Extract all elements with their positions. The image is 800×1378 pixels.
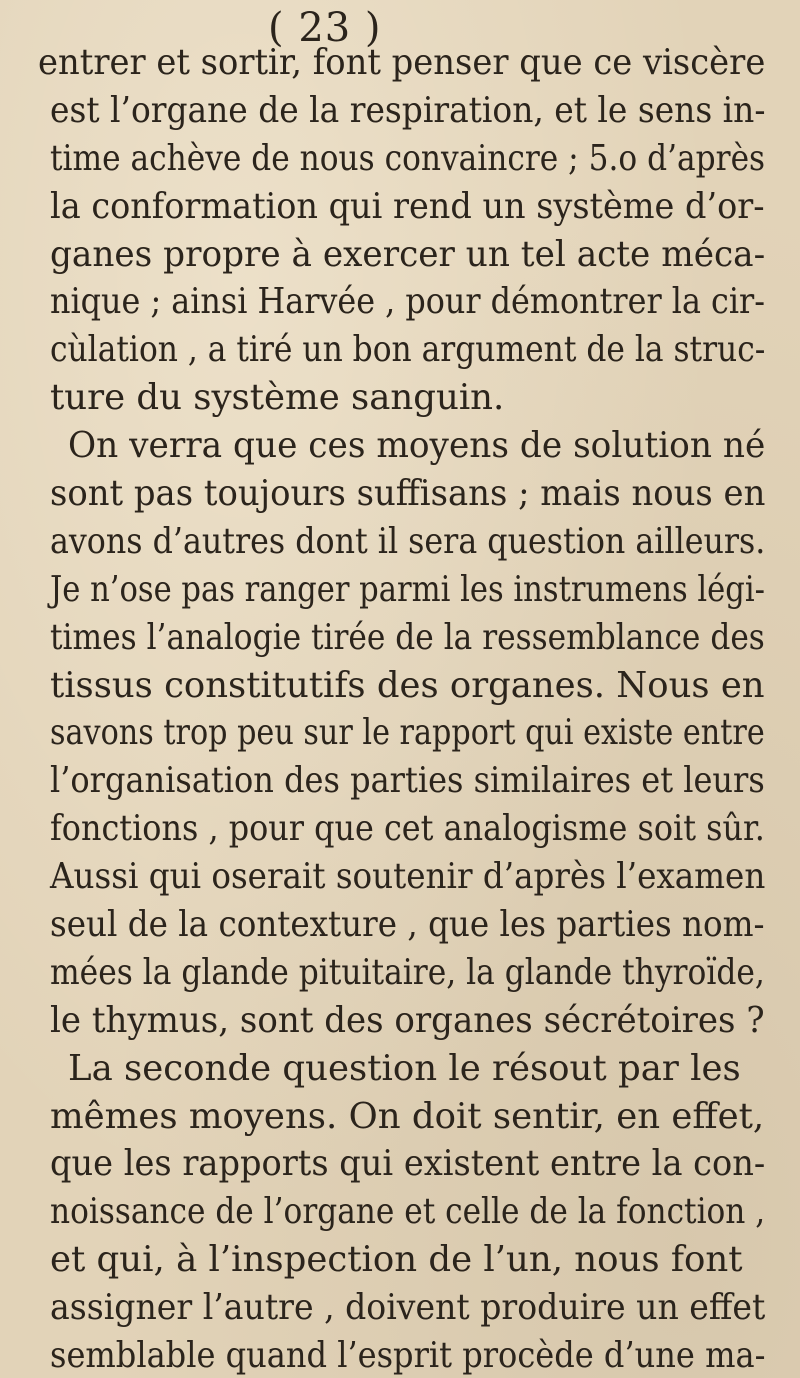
- page-number: ( 23 ): [268, 5, 382, 51]
- text-line: times l’analogie tirée de la ressemblance des: [50, 616, 765, 658]
- text-line: et qui, à l’inspection de l’un, nous font: [50, 1239, 743, 1281]
- text-line: seul de la contexture , que les parties nom-: [50, 904, 765, 945]
- text-line: sont pas toujours suffisans ; mais nous en: [50, 473, 766, 514]
- text-line: entrer et sortir, font penser que ce viscère: [38, 42, 766, 83]
- text-line: la conformation qui rend un système d’or-: [50, 185, 765, 227]
- text-line: assigner l’autre , doivent produire un effet: [50, 1287, 766, 1329]
- text-line: La seconde question le résout par les: [68, 1047, 741, 1089]
- text-line: mées la glande pituitaire, la glande thyroïde,: [50, 951, 765, 993]
- text-line: fonctions , pour que cet analogisme soit sûr.: [50, 808, 765, 850]
- text-line: nique ; ainsi Harvée , pour démontrer la cir-: [50, 281, 765, 323]
- text-line: tissus constitutifs des organes. Nous en: [50, 664, 765, 706]
- text-line: semblable quand l’esprit procède d’une ma-: [50, 1335, 766, 1376]
- text-line: ganes propre à exercer un tel acte méca-: [50, 233, 766, 275]
- text-line: ture du système sanguin.: [50, 377, 505, 419]
- text-line: que les rapports qui existent entre la con-: [50, 1143, 766, 1185]
- text-line: mêmes moyens. On doit sentir, en effet,: [50, 1095, 765, 1137]
- text-line: Je n’ose pas ranger parmi les instrumens légi-: [50, 568, 765, 610]
- text-line: l’organisation des parties similaires et leurs: [50, 760, 765, 802]
- text-line: savons trop peu sur le rapport qui existe entre: [50, 712, 765, 754]
- text-line: le thymus, sont des organes sécrétoires ?: [50, 999, 765, 1041]
- text-line: est l’organe de la respiration, et le sens in-: [50, 89, 766, 131]
- text-line: On verra que ces moyens de solution né: [68, 425, 766, 467]
- text-line: avons d’autres dont il sera question ailleurs.: [50, 520, 766, 562]
- text-line: noissance de l’organe et celle de la fonction ,: [50, 1191, 766, 1233]
- text-line: time achève de nous convaincre ; 5.o d’après: [50, 137, 766, 179]
- text-line: cùlation , a tiré un bon argument de la struc-: [50, 329, 766, 371]
- text-line: Aussi qui oserait soutenir d’après l’examen: [50, 856, 766, 898]
